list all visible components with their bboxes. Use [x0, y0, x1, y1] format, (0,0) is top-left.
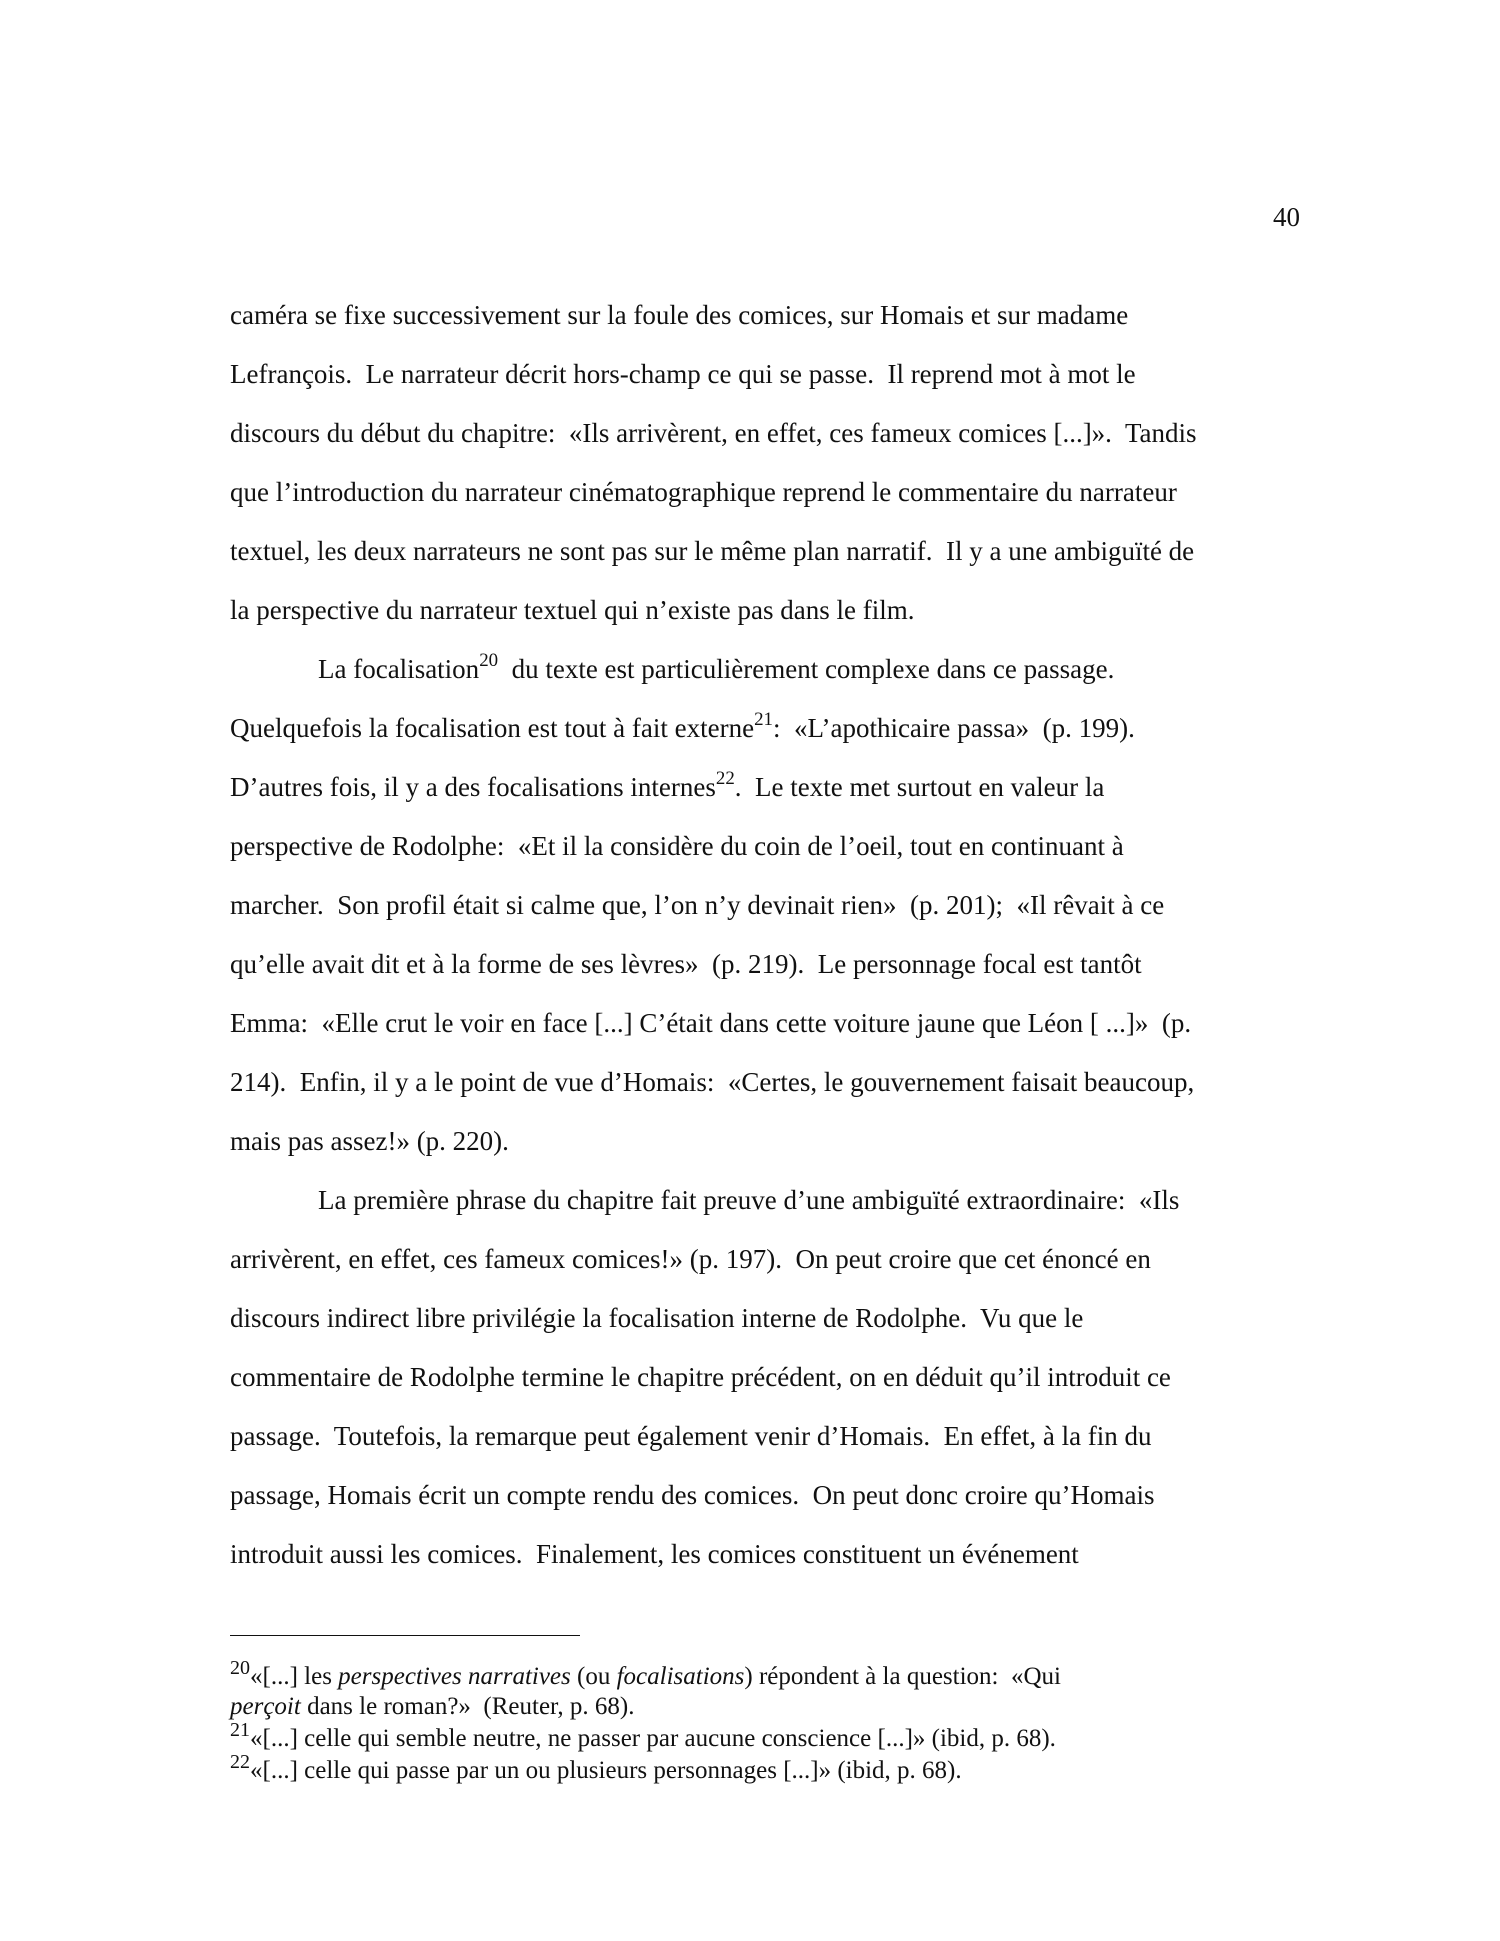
body-line: discours indirect libre privilégie la focalisation interne de Rodolphe. Vu que le: [230, 1303, 1084, 1333]
body-line: passage, Homais écrit un compte rendu des comices. On peut donc croire qu’Homais: [230, 1480, 1155, 1510]
footnote-20-continued: [230, 1692, 634, 1722]
body-line: passage. Toutefois, la remarque peut également venir d’Homais. En effet, à la fin du: [230, 1421, 1152, 1451]
text-run: La focalisation: [318, 654, 480, 684]
footnote-number: 21: [230, 1718, 250, 1741]
body-line: perspective de Rodolphe: «Et il la considère du coin de l’oeil, tout en continuant à: [230, 831, 1124, 861]
body-line: Lefrançois. Le narrateur décrit hors-champ ce qui se passe. Il reprend mot à mot le: [230, 359, 1136, 389]
text-run: «[...] celle qui passe par un ou plusieurs personnages [...]» (ibid, p. 68).: [250, 1757, 962, 1784]
text-run: (ou: [570, 1663, 617, 1690]
body-line: [318, 652, 1114, 686]
text-run: «[...] les: [250, 1663, 339, 1690]
text-run: dans le roman?» (Reuter, p. 68).: [300, 1693, 635, 1720]
text-run: Quelquefois la focalisation est tout à fait externe: [230, 713, 755, 743]
body-line: introduit aussi les comices. Finalement, les comices constituent un événement: [230, 1539, 1079, 1569]
body-line: caméra se fixe successivement sur la foule des comices, sur Homais et sur madame: [230, 300, 1129, 330]
text-run: : «L’apothicaire passa» (p. 199).: [772, 713, 1135, 743]
footnote-number: 20: [230, 1656, 250, 1679]
body-line: discours du début du chapitre: «Ils arrivèrent, en effet, ces fameux comices [...]». Tandis: [230, 418, 1197, 448]
footnote-22: [230, 1750, 962, 1786]
body-line: la perspective du narrateur textuel qui n’existe pas dans le film.: [230, 595, 915, 625]
body-line: textuel, les deux narrateurs ne sont pas sur le même plan narratif. Il y a une ambiguïté de: [230, 536, 1195, 566]
body-line: Emma: «Elle crut le voir en face [...] C’était dans cette voiture jaune que Léon [ ...]» (p.: [230, 1008, 1192, 1038]
text-run: «[...] celle qui semble neutre, ne passer par aucune conscience [...]» (ibid, p. 68).: [250, 1725, 1056, 1752]
footnote-20: [230, 1656, 1061, 1692]
italic-run: focalisations: [616, 1663, 745, 1690]
body-line: 214). Enfin, il y a le point de vue d’Homais: «Certes, le gouvernement faisait beaucoup,: [230, 1067, 1195, 1097]
italic-run: perçoit: [230, 1693, 301, 1720]
body-line: [230, 711, 1135, 745]
body-line: arrivèrent, en effet, ces fameux comices!» (p. 197). On peut croire que cet énoncé en: [230, 1244, 1151, 1274]
footnote-21: [230, 1718, 1056, 1754]
page-number: 40: [1273, 202, 1300, 232]
text-run: D’autres fois, il y a des focalisations internes: [230, 772, 716, 802]
body-line: La première phrase du chapitre fait preuve d’une ambiguïté extraordinaire: «Ils: [318, 1185, 1180, 1215]
footnote-number: 22: [230, 1750, 250, 1773]
text-run: ) répondent à la question: «Qui: [744, 1663, 1061, 1690]
body-line: que l’introduction du narrateur cinématographique reprend le commentaire du narrateur: [230, 477, 1177, 507]
footnote-ref-21: 21: [754, 709, 773, 730]
body-line: marcher. Son profil était si calme que, l’on n’y devinait rien» (p. 201); «Il rêvait à ce: [230, 890, 1165, 920]
body-line: mais pas assez!» (p. 220).: [230, 1126, 509, 1156]
footnote-separator: [230, 1635, 580, 1636]
italic-run: perspectives narratives: [338, 1663, 571, 1690]
body-line: commentaire de Rodolphe termine le chapitre précédent, on en déduit qu’il introduit ce: [230, 1362, 1171, 1392]
body-line: [230, 770, 1104, 804]
text-run: . Le texte met surtout en valeur la: [734, 772, 1105, 802]
footnote-ref-20: 20: [479, 650, 499, 671]
body-line: qu’elle avait dit et à la forme de ses lèvres» (p. 219). Le personnage focal est tantôt: [230, 949, 1142, 979]
footnote-ref-22: 22: [715, 768, 735, 789]
text-run: du texte est particulièrement complexe dans ce passage.: [498, 654, 1115, 684]
